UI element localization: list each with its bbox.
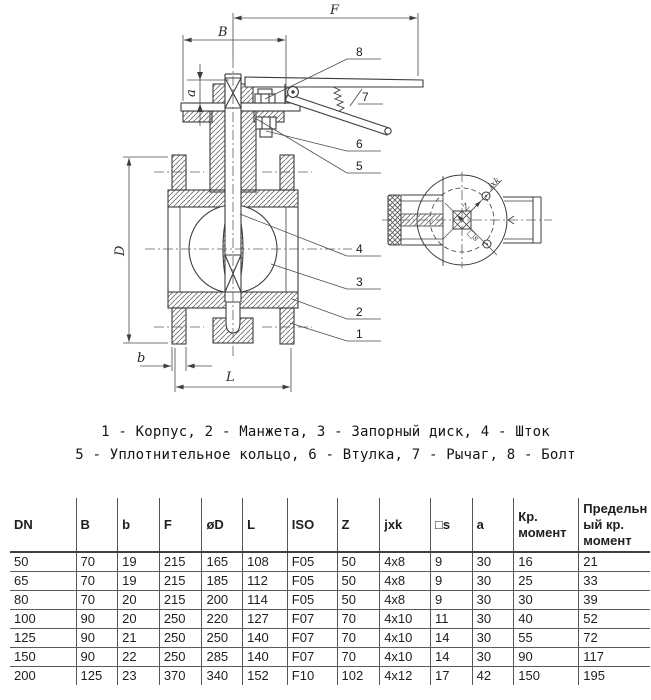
- legend-line-2: 5 - Уплотнительное кольцо, 6 - Втулка, 7 - Рычаг, 8 - Болт: [75, 447, 576, 463]
- callout-8: 8: [356, 45, 363, 59]
- table-cell: 21: [579, 552, 650, 571]
- table-cell: 90: [76, 609, 118, 628]
- table-cell: 112: [243, 571, 288, 590]
- table-cell: 19: [118, 552, 160, 571]
- table-cell: 30: [472, 647, 514, 666]
- dim-F: F: [330, 3, 340, 18]
- table-cell: 215: [159, 552, 202, 571]
- column-header: a: [472, 498, 514, 552]
- table-cell: 52: [579, 609, 650, 628]
- dim-D: D: [113, 245, 128, 256]
- table-cell: 9: [430, 552, 472, 571]
- callout-4: 4: [356, 242, 363, 256]
- table-cell: 108: [243, 552, 288, 571]
- table-cell: 165: [202, 552, 243, 571]
- table-cell: 30: [472, 590, 514, 609]
- table-cell: 39: [579, 590, 650, 609]
- callout-3: 3: [356, 275, 363, 289]
- table-cell: 185: [202, 571, 243, 590]
- front-section-view: [168, 74, 423, 344]
- table-cell: 30: [472, 628, 514, 647]
- table-cell: 70: [76, 590, 118, 609]
- lever-spring: [333, 87, 344, 111]
- table-cell: 117: [579, 647, 650, 666]
- legend-line-1: 1 - Корпус, 2 - Манжета, 3 - Запорный диск, 4 - Шток: [101, 424, 550, 440]
- table-cell: 9: [430, 571, 472, 590]
- table-cell: 215: [159, 590, 202, 609]
- table-cell: 20: [118, 590, 160, 609]
- table-cell: 50: [337, 552, 380, 571]
- table-cell: 200: [10, 666, 76, 685]
- table-cell: 20: [118, 609, 160, 628]
- column-header: DN: [10, 498, 76, 552]
- table-cell: 152: [243, 666, 288, 685]
- table-cell: 9: [430, 590, 472, 609]
- table-cell: F05: [287, 552, 337, 571]
- table-row: [10, 609, 650, 628]
- table-cell: 125: [76, 666, 118, 685]
- table-cell: 50: [337, 571, 380, 590]
- table-cell: 72: [579, 628, 650, 647]
- table-cell: 80: [10, 590, 76, 609]
- table-cell: 125: [10, 628, 76, 647]
- table-cell: 340: [202, 666, 243, 685]
- table-cell: 127: [243, 609, 288, 628]
- table-cell: 30: [472, 609, 514, 628]
- column-header: Предельный кр. момент: [579, 498, 650, 552]
- dim-L: L: [226, 370, 235, 385]
- table-cell: F07: [287, 609, 337, 628]
- table-cell: 150: [10, 647, 76, 666]
- column-header: Кр. момент: [514, 498, 579, 552]
- callout-5: 5: [356, 159, 363, 173]
- table-cell: 17: [430, 666, 472, 685]
- column-header: b: [118, 498, 160, 552]
- callout-6: 6: [356, 137, 363, 151]
- table-cell: 220: [202, 609, 243, 628]
- table-cell: 21: [118, 628, 160, 647]
- spec-table-body: [10, 552, 650, 685]
- table-cell: 370: [159, 666, 202, 685]
- callout-1: 1: [356, 327, 363, 341]
- column-header: ISO: [287, 498, 337, 552]
- side-dim-jxk-label: jxk: [486, 175, 503, 192]
- column-header: L: [243, 498, 288, 552]
- table-cell: 4x10: [380, 628, 431, 647]
- table-cell: 102: [337, 666, 380, 685]
- parts-legend: [0, 421, 651, 467]
- table-cell: 4x8: [380, 590, 431, 609]
- table-cell: 4x10: [380, 647, 431, 666]
- table-cell: 70: [337, 609, 380, 628]
- column-header: B: [76, 498, 118, 552]
- column-header: jxk: [380, 498, 431, 552]
- table-cell: 70: [337, 647, 380, 666]
- table-cell: 30: [472, 571, 514, 590]
- table-cell: 33: [579, 571, 650, 590]
- column-header: F: [159, 498, 202, 552]
- table-cell: 4x12: [380, 666, 431, 685]
- table-cell: 70: [337, 628, 380, 647]
- callout-7: 7: [362, 90, 369, 104]
- table-cell: 14: [430, 628, 472, 647]
- table-cell: 250: [202, 628, 243, 647]
- table-cell: F05: [287, 590, 337, 609]
- dim-B: B: [218, 25, 228, 40]
- side-view: [382, 172, 552, 268]
- table-cell: 285: [202, 647, 243, 666]
- table-cell: 114: [243, 590, 288, 609]
- table-cell: 140: [243, 647, 288, 666]
- table-cell: 100: [10, 609, 76, 628]
- callout-2: 2: [356, 305, 363, 319]
- side-dim-z-label: Z: [461, 201, 473, 214]
- column-header: øD: [202, 498, 243, 552]
- table-cell: 40: [514, 609, 579, 628]
- table-cell: 4x8: [380, 571, 431, 590]
- table-cell: 140: [243, 628, 288, 647]
- table-cell: 11: [430, 609, 472, 628]
- table-cell: 250: [159, 609, 202, 628]
- lever-rod-tip: [385, 128, 391, 134]
- table-cell: 250: [159, 628, 202, 647]
- table-cell: 150: [514, 666, 579, 685]
- table-cell: 25: [514, 571, 579, 590]
- table-cell: 4x8: [380, 552, 431, 571]
- table-cell: 250: [159, 647, 202, 666]
- table-row: [10, 590, 650, 609]
- table-cell: 90: [76, 628, 118, 647]
- table-cell: 200: [202, 590, 243, 609]
- table-row: [10, 552, 650, 571]
- column-header: Z: [337, 498, 380, 552]
- table-cell: 70: [76, 571, 118, 590]
- table-cell: 90: [514, 647, 579, 666]
- table-cell: F10: [287, 666, 337, 685]
- table-cell: 23: [118, 666, 160, 685]
- dim-b: b: [137, 351, 146, 366]
- table-cell: 42: [472, 666, 514, 685]
- table-cell: 195: [583, 668, 605, 684]
- table-row: [10, 647, 650, 666]
- table-cell: 4x10: [380, 609, 431, 628]
- dim-a: a: [184, 89, 199, 97]
- table-cell: F05: [287, 571, 337, 590]
- table-cell: 55: [514, 628, 579, 647]
- table-cell: 16: [514, 552, 579, 571]
- table-cell: F07: [287, 628, 337, 647]
- table-cell: 22: [118, 647, 160, 666]
- table-cell: 30: [514, 590, 579, 609]
- spec-table-header-row: [10, 498, 650, 552]
- spec-table: [10, 498, 650, 685]
- table-cell: F07: [287, 647, 337, 666]
- table-cell: 50: [337, 590, 380, 609]
- table-cell: 65: [10, 571, 76, 590]
- table-cell: 19: [118, 571, 160, 590]
- table-cell: 90: [76, 647, 118, 666]
- table-cell: 30: [472, 552, 514, 571]
- table-cell: 50: [10, 552, 76, 571]
- table-cell: 14: [430, 647, 472, 666]
- table-row: [10, 571, 650, 590]
- column-header: □s: [430, 498, 472, 552]
- side-dim-square-s-label: □s: [464, 228, 481, 244]
- table-cell: 215: [159, 571, 202, 590]
- table-row: [10, 628, 650, 647]
- table-cell: 70: [76, 552, 118, 571]
- table-row: [10, 666, 650, 685]
